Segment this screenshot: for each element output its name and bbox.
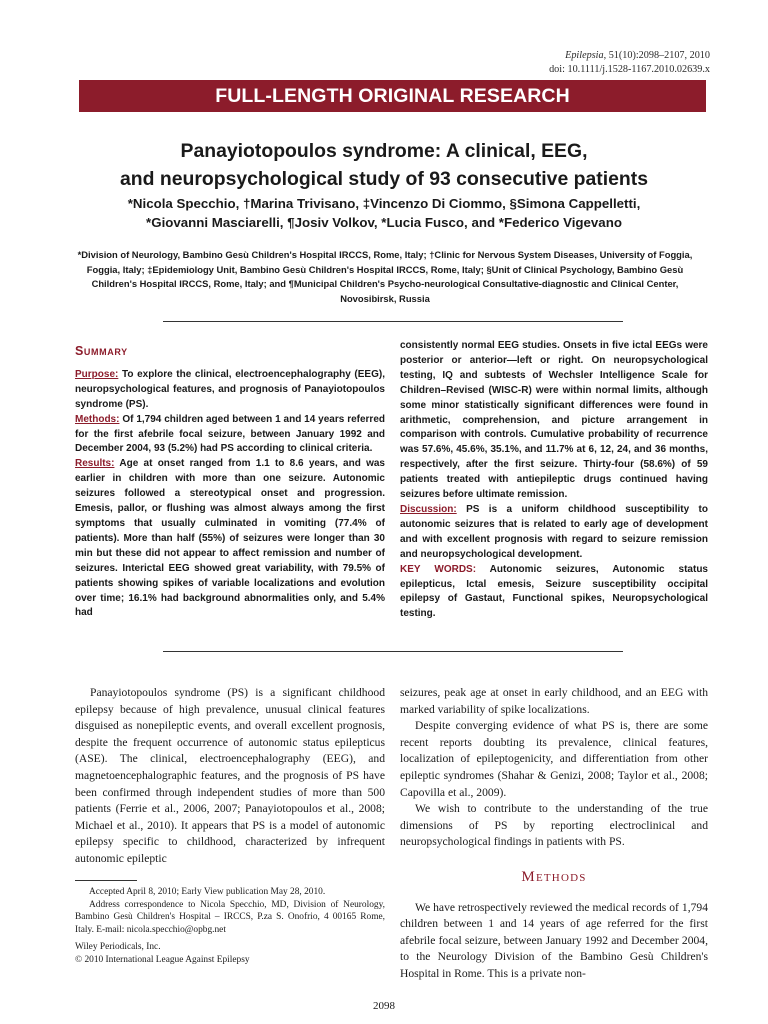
abstract-left-column	[75, 343, 385, 621]
author-line-1: *Nicola Specchio, †Marina Trivisano, ‡Vincenzo Di Ciommo, §Simona Cappelletti,	[127, 196, 641, 211]
author-line-2: *Giovanni Masciarelli, ¶Josiv Volkov, *Lucia Fusco, and *Federico Vigevano	[146, 215, 622, 230]
affiliations: *Division of Neurology, Bambino Gesù Children's Hospital IRCCS, Rome, Italy; †Clinic for Nervous System Diseases, University of Foggia, Foggia, Italy; ‡Epidemiology Unit, Bambino Gesù Children's Hospital IRCCS, Rome, Italy; §Unit of Clinical Psychology, Bambino Gesù Children's Hospital IRCCS, Rome, Italy; and ¶Municipal Children's Psycho-neurological Consultative-diagnostic and Clinical Center, Novosibirsk, Russia	[77, 249, 693, 304]
abstract-results	[75, 457, 385, 621]
body-left-column	[75, 685, 385, 868]
methods-label: Methods:	[75, 413, 120, 425]
journal-name: Epilepsia	[565, 50, 604, 61]
author-list	[60, 194, 708, 232]
keywords-label: KEY WORDS:	[400, 563, 477, 575]
abstract-keywords	[400, 563, 708, 623]
intro-paragraph-1: Panayiotopoulos syndrome (PS) is a significant childhood epilepsy because of high prevalence, unusual clinical features disguised as nonepileptic events, and overall excellent prognosis, despite the frequent occurrence of autonomic status epilepticus (ASE). The clinical, electroencephalography (EEG), and magnetoencephalographic features, and the prognosis of PS have been confirmed through independent studies of more than 500 patients (Ferrie et al., 2006, 2007; Panayiotopoulos et al., 2008; Michael et al., 2010). It appears that PS is a model of autonomic epilepsy specific to childhood, characterized by infrequent autonomic epileptic	[75, 686, 385, 865]
article-type-banner: FULL-LENGTH ORIGINAL RESEARCH	[79, 80, 706, 112]
methods-text: Of 1,794 children aged between 1 and 14 years referred for the first afebrile focal seizure, between January 1992 and December 2004, 93 (5.2%) had PS according to clinical criteria.	[75, 413, 385, 455]
abstract-top-divider	[163, 321, 623, 322]
purpose-label: Purpose:	[75, 368, 119, 380]
keywords-text: Autonomic seizures, Autonomic status epilepticus, Ictal emesis, Seizure susceptibility occipital epilepsy of Gastaut, Functional spikes, Neuropsychological testing.	[400, 563, 708, 620]
footnotes	[75, 886, 385, 966]
body-right-column	[400, 685, 708, 983]
correspondence-note: Address correspondence to Nicola Specchio, MD, Division of Neurology, Bambino Gesù Children's Hospital – IRCCS, P.za S. Onofrio, 4 00165 Rome, Italy. E-mail: nicola.specchio@opbg.net	[75, 899, 385, 935]
intro-paragraph-1-continued: seizures, peak age at onset in early childhood, and an EEG with marked variability of spike localizations.	[400, 686, 708, 716]
abstract-purpose	[75, 368, 385, 413]
purpose-text: To explore the clinical, electroencephalography (EEG), neuropsychological features, and prognosis of Panayiotopoulos syndrome (PS).	[75, 368, 385, 410]
abstract-methods	[75, 413, 385, 458]
methods-paragraph-1: We have retrospectively reviewed the medical records of 1,794 children between 1 and 14 years of age referred for the first afebrile focal seizure, between January 1992 and December 2004, to the Neurology Division of the Bambino Gesù Children's Hospital in Rome. This is a private non-	[400, 900, 708, 980]
results-text-right: consistently normal EEG studies. Onsets in five ictal EEGs were posterior or anterior—left or right. On neuropsychological testing, IQ and subtests of Wechsler Intelligence Scale for Children–Revised (WISC-R) were within normal limits, although some minor statistically significant differences were found in arithmetic, comprehension, and picture arrangement in comparison with controls. Cumulative probability of recurrence was 57.6%, 45.6%, 35.1%, and 11.7% at 6, 12, 24, and 36 months, respectively, after the first seizure. Thirty-four (58.6%) of 59 patients treated with antiepileptic drugs continued having seizures before ultimate remission.	[400, 340, 708, 501]
results-text-left: Age at onset ranged from 1.1 to 8.6 years, and was earlier in children with more than one seizure. Autonomic seizures followed a stereotypical onset and progression. Emesis, pallor, or flushing was almost always among the first symptoms that usually culminated in vomiting (77.4% of patients). More than half (55%) of seizures were longer than 30 min but these did not appear to affect remission and number of seizures. Interictal EEG showed great variability, with 79.5% of patients showing spikes of variable localizations and evolution over time; 16.1% had background abnormalities only, and 5.4% had	[75, 458, 385, 619]
article-title-line-2: and neuropsychological study of 93 consecutive patients	[120, 168, 648, 190]
page-number: 2098	[373, 1000, 395, 1012]
discussion-text: PS is a uniform childhood susceptibility to autonomic seizures that is related to early age of development and with excellent prognosis with regard to seizure remission and neuropsychological development.	[400, 503, 708, 560]
intro-paragraph-3: We wish to contribute to the understanding of the true dimensions of PS by reporting electroclinical and neuropsychological findings in patients with PS.	[400, 802, 708, 849]
abstract-right-column	[400, 339, 708, 622]
discussion-label: Discussion:	[400, 503, 457, 515]
copyright-note: © 2010 International League Against Epilepsy	[75, 954, 250, 965]
methods-heading: Methods	[521, 868, 587, 885]
abstract-bottom-divider	[163, 651, 623, 652]
article-title-line-1: Panayiotopoulos syndrome: A clinical, EEG,	[180, 140, 588, 162]
accepted-note: Accepted April 8, 2010; Early View publication May 28, 2010.	[89, 887, 326, 897]
abstract-discussion	[400, 503, 708, 563]
summary-heading: Summary	[75, 344, 128, 358]
journal-citation	[549, 49, 710, 77]
journal-doi: doi: 10.1111/j.1528-1167.2010.02639.x	[549, 64, 710, 75]
journal-volume: , 51(10):2098–2107, 2010	[603, 50, 710, 61]
intro-paragraph-2: Despite converging evidence of what PS is, there are some recent reports doubting its prevalence, clinical features, localization of epileptogenicity, and differentiation from other epileptic syndromes (Shahar & Genizi, 2008; Taylor et al., 2008; Capovilla et al., 2009).	[400, 719, 708, 799]
publisher-note: Wiley Periodicals, Inc.	[75, 942, 161, 952]
footnote-divider	[75, 880, 137, 881]
article-title	[60, 137, 708, 193]
results-label: Results:	[75, 458, 115, 470]
